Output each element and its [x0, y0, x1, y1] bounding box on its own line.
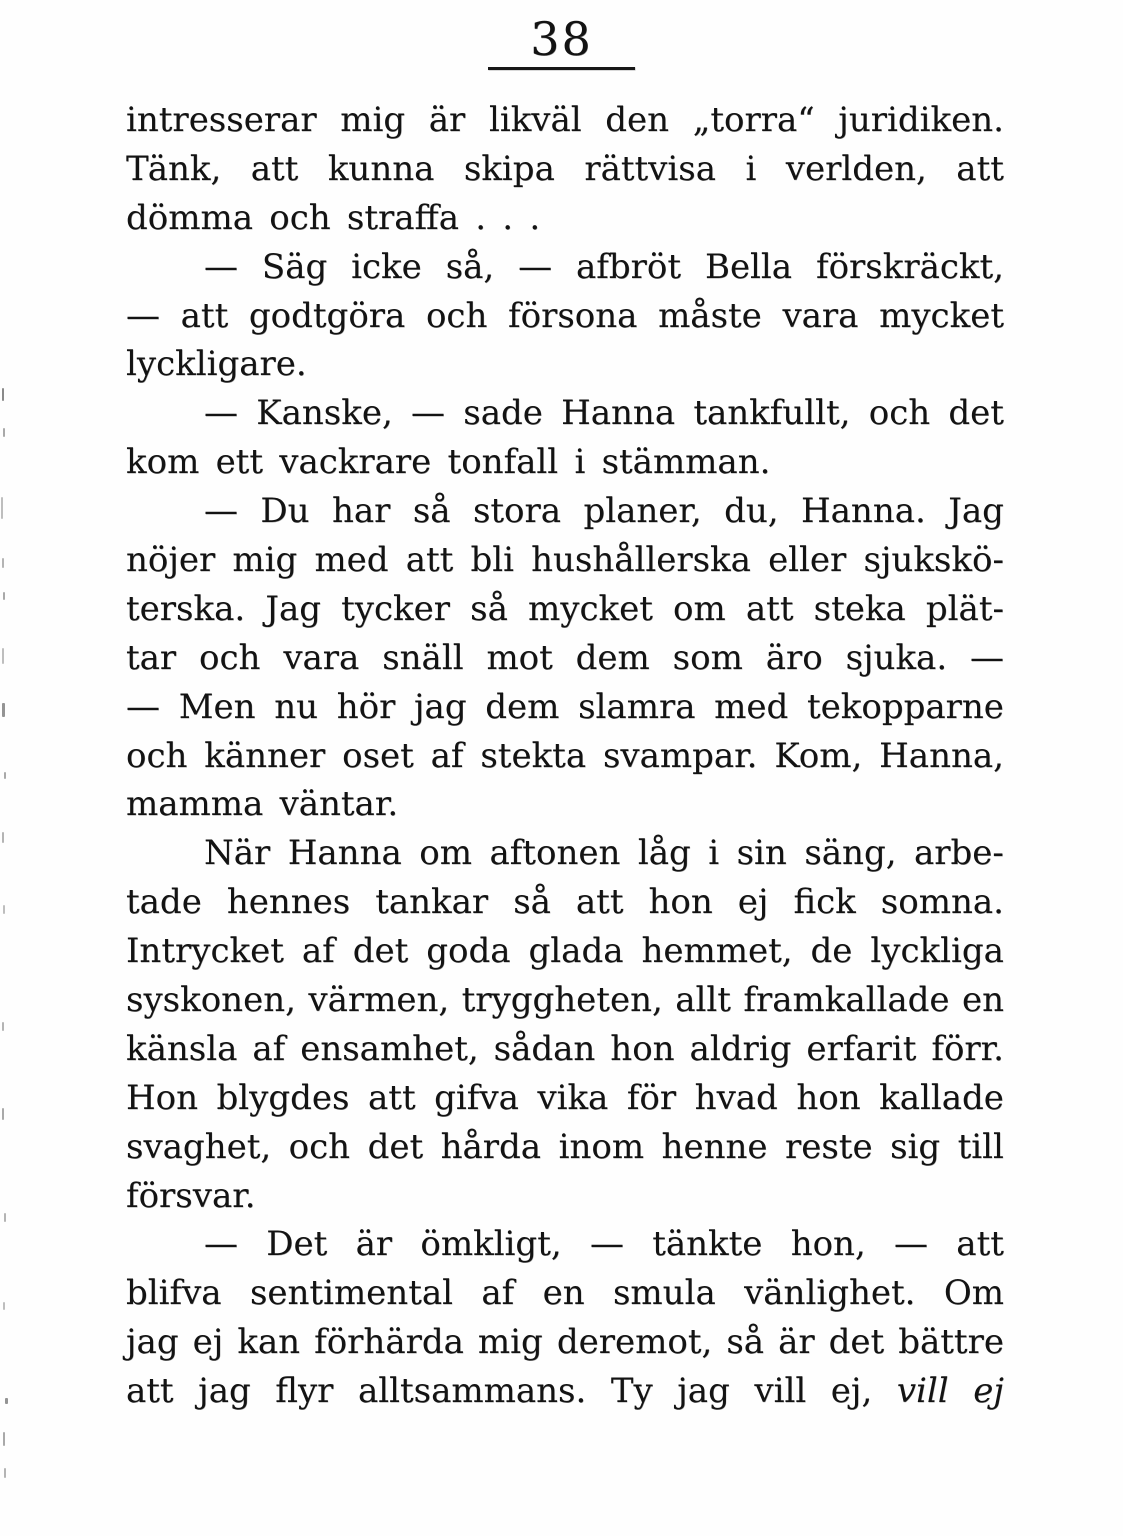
word: framkallade — [743, 980, 950, 1021]
word: förr. — [931, 1028, 1004, 1069]
word: — — [204, 393, 238, 434]
word: äro — [765, 637, 823, 678]
word: hon — [796, 1077, 861, 1118]
word: försona — [508, 295, 638, 336]
word: det — [828, 1322, 885, 1363]
text-line — [126, 1220, 1004, 1269]
header-rule — [488, 67, 635, 70]
word: skipa — [463, 148, 555, 189]
word: om — [673, 588, 726, 629]
paragraph — [126, 1220, 1004, 1416]
word: verlden, — [785, 148, 927, 189]
word: vill — [754, 1371, 807, 1412]
word: — — [894, 1224, 929, 1265]
word: Säg — [261, 246, 328, 287]
word: svaghet, — [126, 1126, 272, 1167]
word: att — [180, 295, 229, 336]
word: en — [542, 1273, 585, 1314]
word: — — [589, 1224, 624, 1265]
word: rättvisa — [584, 148, 716, 189]
word: Det — [266, 1224, 328, 1265]
word: af — [252, 1028, 286, 1069]
word: med — [314, 540, 389, 581]
word: att — [575, 882, 624, 923]
page-number: 38 — [530, 12, 593, 66]
word: lyckligare. — [126, 344, 307, 385]
word: . — [475, 197, 487, 238]
word: blifva — [126, 1273, 222, 1314]
word: hör — [336, 686, 396, 727]
word: Jag — [948, 491, 1004, 532]
word: tankar — [375, 882, 489, 923]
word: måste — [658, 295, 762, 336]
word: hennes — [226, 882, 351, 923]
word: — — [411, 393, 446, 434]
word: När — [204, 833, 271, 874]
word: väntar. — [279, 784, 399, 825]
word: ej — [737, 882, 769, 923]
word: Bella — [704, 246, 793, 287]
word: hon, — [790, 1224, 866, 1265]
text-line — [126, 878, 1004, 927]
word: mig — [340, 100, 406, 140]
word: Hanna. — [801, 491, 926, 532]
text-line — [126, 536, 1004, 585]
word: kallade — [879, 1077, 1004, 1118]
word: med — [714, 686, 789, 727]
word: sade — [463, 393, 543, 434]
text-line — [126, 1318, 1004, 1367]
word: goda — [426, 931, 511, 972]
word: — — [204, 1224, 238, 1265]
text-line — [126, 732, 1004, 781]
word: vika — [537, 1077, 609, 1118]
word: sentimental — [249, 1273, 454, 1314]
word: känner — [204, 735, 326, 776]
word: Tänk, — [126, 148, 222, 189]
word: så, — [445, 246, 495, 287]
text-line — [126, 487, 1004, 536]
word: icke — [351, 246, 422, 287]
scan-speck — [3, 1432, 5, 1446]
word: har — [331, 491, 391, 532]
word: erfarit — [806, 1028, 917, 1069]
word: till — [957, 1126, 1004, 1167]
word: du, — [724, 491, 779, 532]
word: mamma — [126, 784, 264, 825]
word: jag — [677, 1371, 730, 1412]
word: Kanske, — [256, 393, 393, 434]
word: att — [405, 540, 454, 581]
word: att — [250, 148, 299, 189]
text-line — [126, 1172, 1004, 1221]
text-line — [126, 1074, 1004, 1123]
word: att — [126, 1371, 174, 1412]
word: af — [301, 931, 335, 972]
text-line — [126, 96, 1004, 145]
word: hårda — [440, 1126, 542, 1167]
scan-speck — [5, 1398, 8, 1404]
word: värmen, — [308, 980, 450, 1021]
word: mig — [232, 540, 298, 581]
scan-speck — [3, 428, 5, 437]
scan-speck — [2, 558, 4, 568]
word: dömma — [126, 197, 253, 238]
word: „torra“ — [692, 100, 815, 140]
word-italic: ej — [973, 1371, 1004, 1412]
word: svampar. — [602, 735, 758, 776]
word: Kom, — [774, 735, 863, 776]
text-line — [126, 243, 1004, 292]
word: lyckliga — [870, 931, 1004, 972]
word: hushållerska — [531, 540, 751, 581]
word: nu — [274, 686, 319, 727]
text-line — [126, 829, 1004, 878]
scan-speck — [3, 905, 5, 914]
text-line — [126, 780, 1004, 829]
word: Jag — [265, 588, 321, 629]
scan-speck — [2, 1108, 4, 1120]
word: intresserar — [126, 100, 317, 140]
scan-speck — [4, 772, 6, 779]
word: snäll — [382, 637, 464, 678]
word: dem — [575, 637, 650, 678]
word: — — [126, 295, 160, 336]
word: eller — [768, 540, 847, 581]
scan-speck — [3, 1302, 5, 1310]
word: flyr — [275, 1371, 334, 1412]
word: sig — [890, 1126, 941, 1167]
word: så — [726, 1322, 765, 1363]
scan-speck — [1, 497, 3, 519]
word-italic: vill — [896, 1371, 949, 1412]
word: mot — [486, 637, 553, 678]
text-line — [126, 438, 1004, 487]
word: det — [948, 393, 1004, 434]
word: glada — [528, 931, 624, 972]
word: jag — [198, 1371, 251, 1412]
scan-speck — [3, 592, 5, 600]
word: blygdes — [216, 1077, 350, 1118]
text-line — [126, 976, 1004, 1025]
word: ett — [215, 442, 264, 483]
word: försvar. — [126, 1175, 256, 1216]
word: steka — [813, 588, 906, 629]
text-line — [126, 340, 1004, 389]
word: tankfullt, — [693, 393, 851, 434]
word: reste — [784, 1126, 873, 1167]
word: sådan — [493, 1028, 596, 1069]
word: bättre — [898, 1322, 1004, 1363]
word: oset — [342, 735, 414, 776]
word: stora — [472, 491, 562, 532]
text-line — [126, 389, 1004, 438]
word: terska. — [126, 588, 246, 629]
word: nöjer — [126, 540, 216, 581]
word: mig — [477, 1322, 543, 1363]
word: tycker — [341, 588, 451, 629]
word: hemmet, — [641, 931, 793, 972]
scan-speck — [2, 703, 5, 717]
scan-speck — [2, 388, 4, 401]
word: Hanna — [287, 833, 402, 874]
word: och — [288, 1126, 351, 1167]
page-header — [0, 14, 1123, 70]
text-line — [126, 585, 1004, 634]
word: bli — [470, 540, 514, 581]
word: tade — [126, 882, 202, 923]
word: sjukskö- — [863, 540, 1004, 581]
word: mycket — [879, 295, 1004, 336]
word: vara — [782, 295, 859, 336]
word: så — [412, 491, 451, 532]
word: ej, — [830, 1371, 873, 1412]
word: . — [502, 197, 514, 238]
word: så — [470, 588, 508, 629]
word: juridiken. — [838, 100, 1004, 140]
text-line — [126, 1025, 1004, 1074]
word: planer, — [583, 491, 702, 532]
scan-speck — [4, 1213, 6, 1222]
word: af — [430, 735, 464, 776]
word: att — [956, 148, 1004, 189]
word: den — [605, 100, 670, 140]
word: aftonen — [489, 833, 621, 874]
word: för — [626, 1077, 677, 1118]
word: plät- — [925, 588, 1004, 629]
word: jag — [126, 1322, 179, 1363]
word: hvad — [694, 1077, 778, 1118]
word: likväl — [488, 100, 582, 140]
word: att — [956, 1224, 1004, 1265]
word: henne — [661, 1126, 768, 1167]
word: sin — [736, 833, 787, 874]
word: det — [367, 1126, 424, 1167]
word: hon — [648, 882, 713, 923]
scan-speck — [2, 1022, 4, 1031]
text-line — [126, 145, 1004, 194]
word: — — [204, 491, 238, 532]
word: arbe- — [914, 833, 1004, 874]
scan-speck — [2, 648, 4, 664]
word: tryggheten, — [461, 980, 663, 1021]
word: de — [810, 931, 853, 972]
word: att — [368, 1077, 416, 1118]
page-body — [126, 96, 1004, 1416]
word: jag — [414, 686, 467, 727]
word: tänkte — [652, 1224, 763, 1265]
word: tonfall — [447, 442, 559, 483]
word: säng, — [804, 833, 897, 874]
word: om — [419, 833, 472, 874]
scan-speck — [4, 1468, 6, 1478]
word: kan — [237, 1322, 301, 1363]
word: allt — [675, 980, 731, 1021]
word: och — [199, 637, 261, 678]
paragraph — [126, 487, 1004, 829]
word: sjuka. — [845, 637, 948, 678]
word: inom — [558, 1126, 645, 1167]
word: att — [745, 588, 794, 629]
word: vackrare — [279, 442, 432, 483]
word: och — [868, 393, 931, 434]
word: vänlighet. — [744, 1273, 916, 1314]
text-line — [126, 292, 1004, 341]
word: afbröt — [576, 246, 682, 287]
word: ömkligt, — [420, 1224, 562, 1265]
word: smula — [612, 1273, 716, 1314]
word: — — [970, 637, 1004, 678]
word: Hon — [126, 1077, 199, 1118]
text-line — [126, 927, 1004, 976]
word: i — [708, 833, 720, 874]
word: stekta — [480, 735, 587, 776]
word: — — [126, 686, 160, 727]
text-line — [126, 1269, 1004, 1318]
paragraph — [126, 243, 1004, 390]
word: — — [204, 246, 238, 287]
word: i — [574, 442, 586, 483]
word: ensamhet, — [300, 1028, 479, 1069]
word: gifva — [434, 1077, 519, 1118]
word: Om — [943, 1273, 1004, 1314]
word: är — [355, 1224, 393, 1265]
word: tekopparne — [806, 686, 1004, 727]
text-line — [126, 1123, 1004, 1172]
word: låg — [637, 833, 691, 874]
word: förskräckt, — [815, 246, 1004, 287]
word: stämman. — [601, 442, 771, 483]
word: och — [269, 197, 331, 238]
paragraph — [126, 389, 1004, 487]
word: en — [961, 980, 1004, 1021]
word: syskonen, — [126, 980, 296, 1021]
word: af — [481, 1273, 515, 1314]
word: det — [352, 931, 409, 972]
word: så — [513, 882, 551, 923]
word: som — [672, 637, 743, 678]
word: fick — [793, 882, 856, 923]
word: tar — [126, 637, 177, 678]
word: Du — [260, 491, 310, 532]
word: straffa — [346, 197, 459, 238]
word: — — [518, 246, 553, 287]
text-line — [126, 194, 1004, 243]
word: Hanna, — [879, 735, 1004, 776]
word: alltsammans. — [357, 1371, 587, 1412]
word: Hanna — [561, 393, 676, 434]
word: ej — [192, 1322, 224, 1363]
word: är — [428, 100, 466, 140]
word: kunna — [327, 148, 435, 189]
word: känsla — [126, 1028, 238, 1069]
word: deremot, — [556, 1322, 713, 1363]
word: dem — [485, 686, 560, 727]
word: Intrycket — [126, 931, 284, 972]
word: och — [425, 295, 488, 336]
word: somna. — [880, 882, 1004, 923]
word: Ty — [610, 1371, 653, 1412]
word: kom — [126, 442, 200, 483]
word: mycket — [528, 588, 653, 629]
text-line — [126, 634, 1004, 683]
word: . — [529, 197, 541, 238]
word: förhärda — [314, 1322, 464, 1363]
word: hon — [610, 1028, 675, 1069]
word: är — [778, 1322, 815, 1363]
word: aldrig — [689, 1028, 792, 1069]
word: godtgöra — [248, 295, 406, 336]
word: slamra — [578, 686, 696, 727]
word: Men — [178, 686, 256, 727]
paragraph — [126, 96, 1004, 243]
word: vara — [283, 637, 360, 678]
text-line — [126, 1367, 1004, 1416]
word: i — [745, 148, 757, 189]
scan-speck — [2, 832, 4, 843]
paragraph — [126, 829, 1004, 1220]
word: och — [126, 735, 188, 776]
text-line — [126, 683, 1004, 732]
